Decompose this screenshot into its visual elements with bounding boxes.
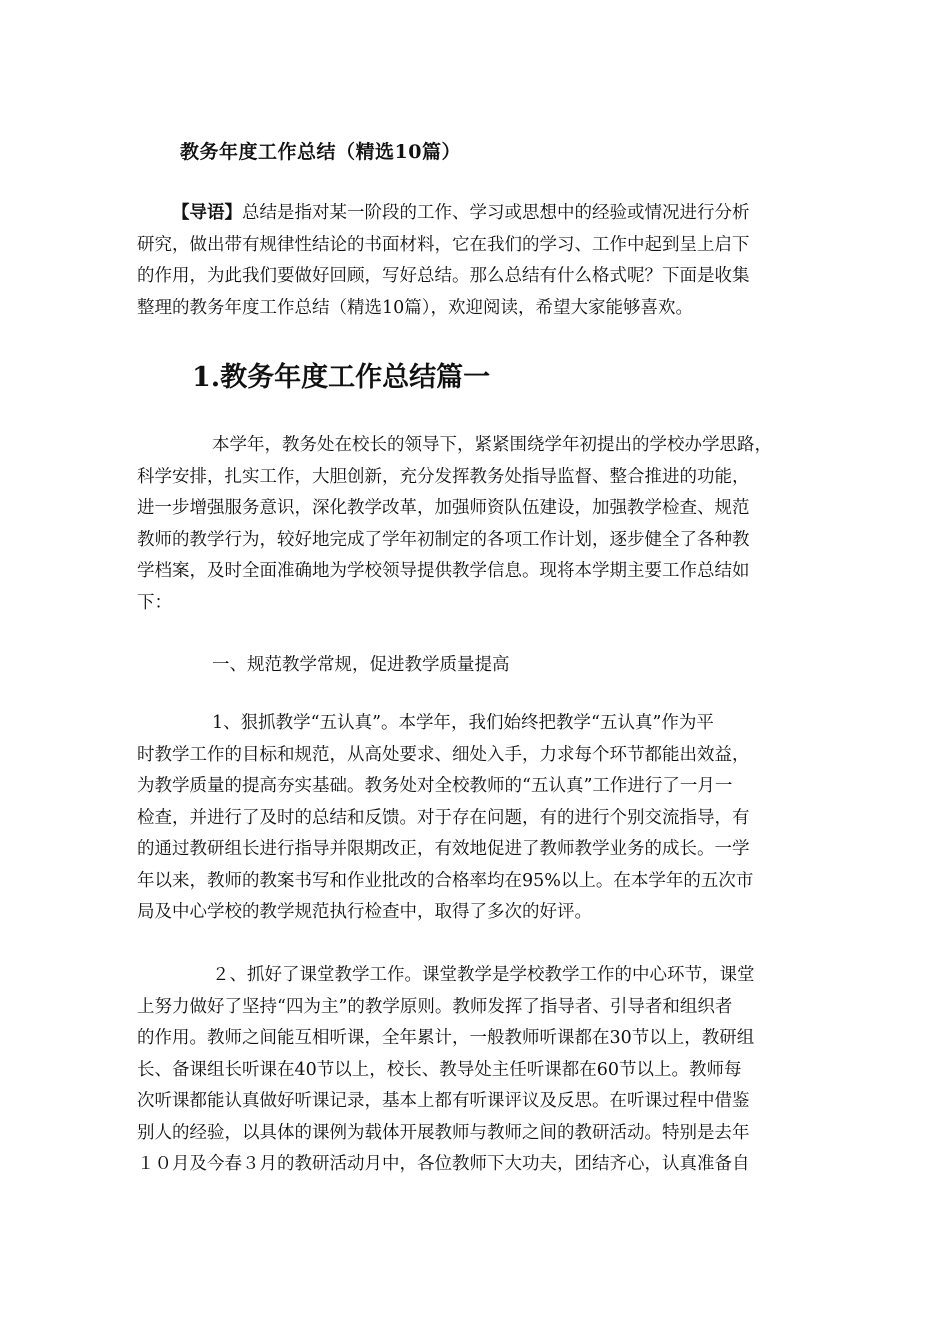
paragraph-line: 检查，并进行了及时的总结和反馈。对于存在问题，有的进行个别交流指导，有: [137, 807, 750, 828]
paragraph-line: 上努力做好了坚持“四为主”的教学原则。教师发挥了指导者、引导者和组织者: [137, 996, 733, 1017]
intro-label: 【导语】: [172, 203, 242, 223]
paragraph-line: 次听课都能认真做好听课记录，基本上都有听课评议及反思。在听课过程中借鉴: [137, 1091, 750, 1111]
paragraph-line: 科学安排，扎实工作，大胆创新，充分发挥教务处指导监督、整合推进的功能，: [137, 466, 750, 487]
subheading-1: [137, 650, 837, 682]
paragraph-line: 长、备课组长听课在40节以上，校长、教导处主任听课都在60节以上。教师每: [137, 1059, 742, 1080]
intro-text: 总结是指对某一阶段的工作、学习或思想中的经验或情况进行分析: [242, 203, 750, 223]
paragraph-3: [137, 960, 837, 1181]
paragraph-line: 局及中心学校的教学规范执行检查中，取得了多次的好评。: [137, 902, 592, 922]
paragraph-line: 为教学质量的提高夯实基础。教务处对全校教师的“五认真”工作进行了一月一: [137, 776, 733, 796]
paragraph-line: １０月及今春３月的教研活动月中，各位教师下大功夫，团结齐心，认真准备自: [137, 1154, 750, 1174]
paragraph-2: [137, 708, 837, 929]
paragraph-line: 别人的经验，以具体的课例为载体开展教师与教师之间的教研活动。特别是去年: [137, 1122, 750, 1143]
subheading-text: 一、规范教学常规，促进教学质量提高: [212, 655, 510, 675]
paragraph-line: ２、抓好了课堂教学工作。课堂教学是学校教学工作的中心环节，课堂: [212, 965, 755, 985]
paragraph-line: 1、狠抓教学“五认真”。本学年，我们始终把教学“五认真”作为平: [212, 713, 714, 733]
paragraph-line: 进一步增强服务意识，深化教学改革，加强师资队伍建设，加强教学检查、规范: [137, 498, 750, 518]
paragraph-line: 教师的教学行为，较好地完成了学年初制定的各项工作计划，逐步健全了各种教: [137, 529, 750, 550]
intro-line: 研究，做出带有规律性结论的书面材料，它在我们的学习、工作中起到呈上启下: [137, 234, 750, 255]
intro-line: 整理的教务年度工作总结（精选10篇），欢迎阅读，希望大家能够喜欢。: [137, 297, 694, 318]
paragraph-line: 的作用。教师之间能互相听课，全年累计，一般教师听课都在30节以上，教研组: [137, 1028, 755, 1048]
document-title: 教务年度工作总结（精选10篇）: [180, 141, 461, 163]
paragraph-line: 年以来，教师的教案书写和作业批改的合格率均在95%以上。在本学年的五次市: [137, 870, 754, 891]
section-heading: 1.教务年度工作总结篇一: [192, 362, 491, 393]
intro-block: [137, 198, 827, 324]
paragraph-1: [137, 430, 837, 619]
paragraph-line: 本学年，教务处在校长的领导下，紧紧围绕学年初提出的学校办学思路，: [212, 435, 772, 455]
intro-line: 的作用，为此我们要做好回顾，写好总结。那么总结有什么格式呢？下面是收集: [137, 266, 750, 286]
intro-line: [137, 198, 827, 230]
paragraph-line: 学档案，及时全面准确地为学校领导提供教学信息。现将本学期主要工作总结如: [137, 561, 750, 581]
paragraph-line: 的通过教研组长进行指导并限期改正，有效地促进了教师教学业务的成长。一学: [137, 839, 750, 859]
paragraph-line: 下：: [137, 592, 172, 613]
paragraph-line: 时教学工作的目标和规范，从高处要求、细处入手，力求每个环节都能出效益，: [137, 744, 750, 765]
